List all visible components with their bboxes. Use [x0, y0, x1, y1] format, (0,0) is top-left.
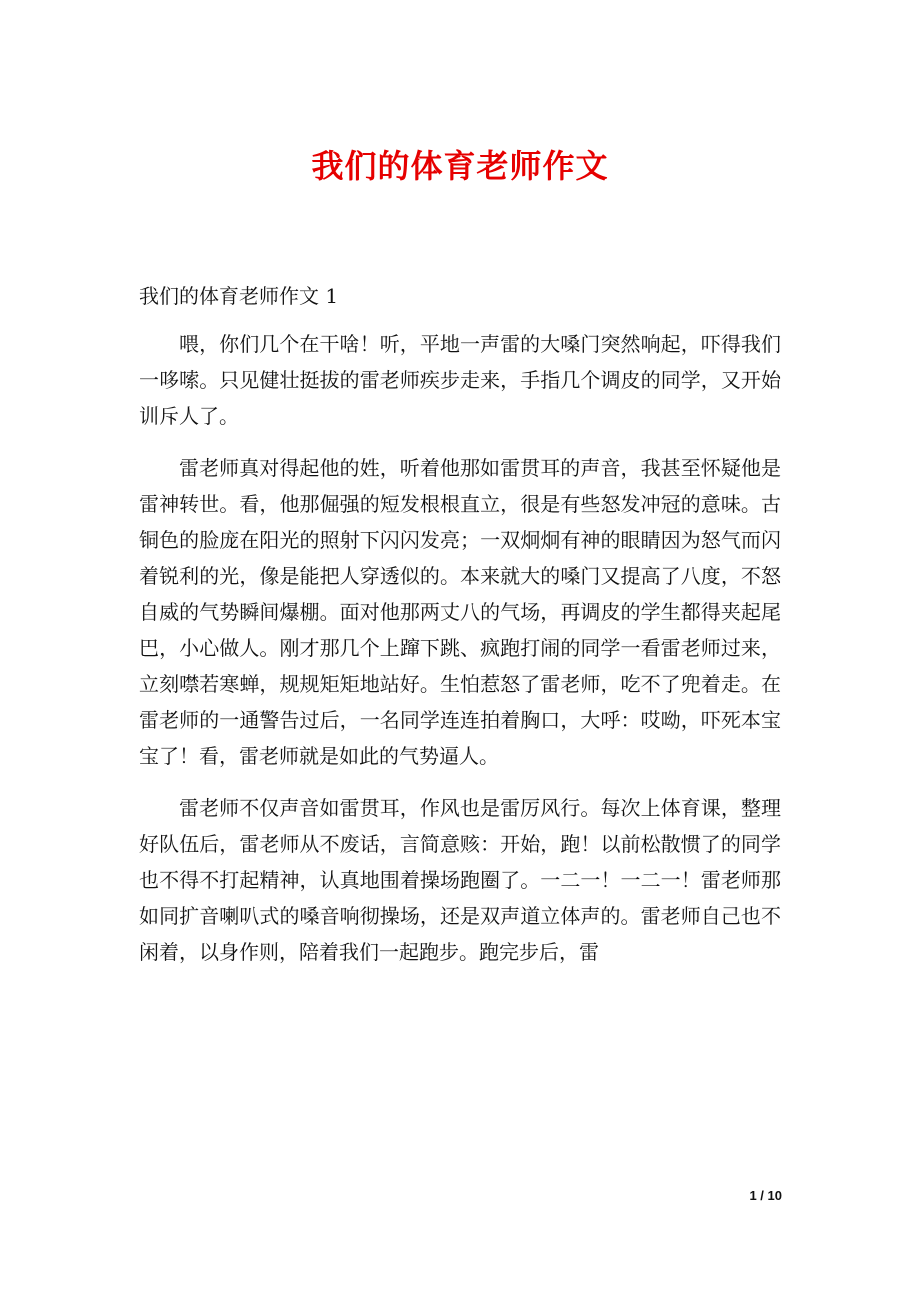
paragraph-1: 喂，你们几个在干啥！听，平地一声雷的大嗓门突然响起，吓得我们一哆嗦。只见健壮挺拔的雷老师疾步走来，手指几个调皮的同学，又开始训斥人了。: [139, 332, 781, 428]
paragraph-2: 雷老师真对得起他的姓，听着他那如雷贯耳的声音，我甚至怀疑他是雷神转世。看，他那倔强的短发根根直立，很是有些怒发冲冠的意味。古铜色的脸庞在阳光的照射下闪闪发亮；一双炯炯有神的眼睛因为怒气而闪着锐利的光，像是能把人穿透似的。本来就大的嗓门又提高了八度，不怒自威的气势瞬间爆棚。面对他那两丈八的气场，再调皮的学生都得夹起尾巴，小心做人。刚才那几个上蹿下跳、疯跑打闹的同学一看雷老师过来，立刻噤若寒蝉，规规矩矩地站好。生怕惹怒了雷老师，吃不了兜着走。在雷老师的一通警告过后，一名同学连连拍着胸口，大呼：哎呦，吓死本宝宝了！看，雷老师就是如此的气势逼人。: [139, 456, 781, 768]
document-body: [139, 278, 781, 986]
section-heading: 我们的体育老师作文 1: [139, 284, 339, 308]
paragraph-3: 雷老师不仅声音如雷贯耳，作风也是雷厉风行。每次上体育课，整理好队伍后，雷老师从不废话，言简意赅：开始，跑！以前松散惯了的同学也不得不打起精神，认真地围着操场跑圈了。一二一！一二一！雷老师那如同扩音喇叭式的嗓音响彻操场，还是双声道立体声的。雷老师自己也不闲着，以身作则，陪着我们一起跑步。跑完步后，雷: [139, 796, 781, 964]
document-title: 我们的体育老师作文: [311, 147, 609, 185]
page-number: 1 / 10: [749, 1188, 782, 1203]
